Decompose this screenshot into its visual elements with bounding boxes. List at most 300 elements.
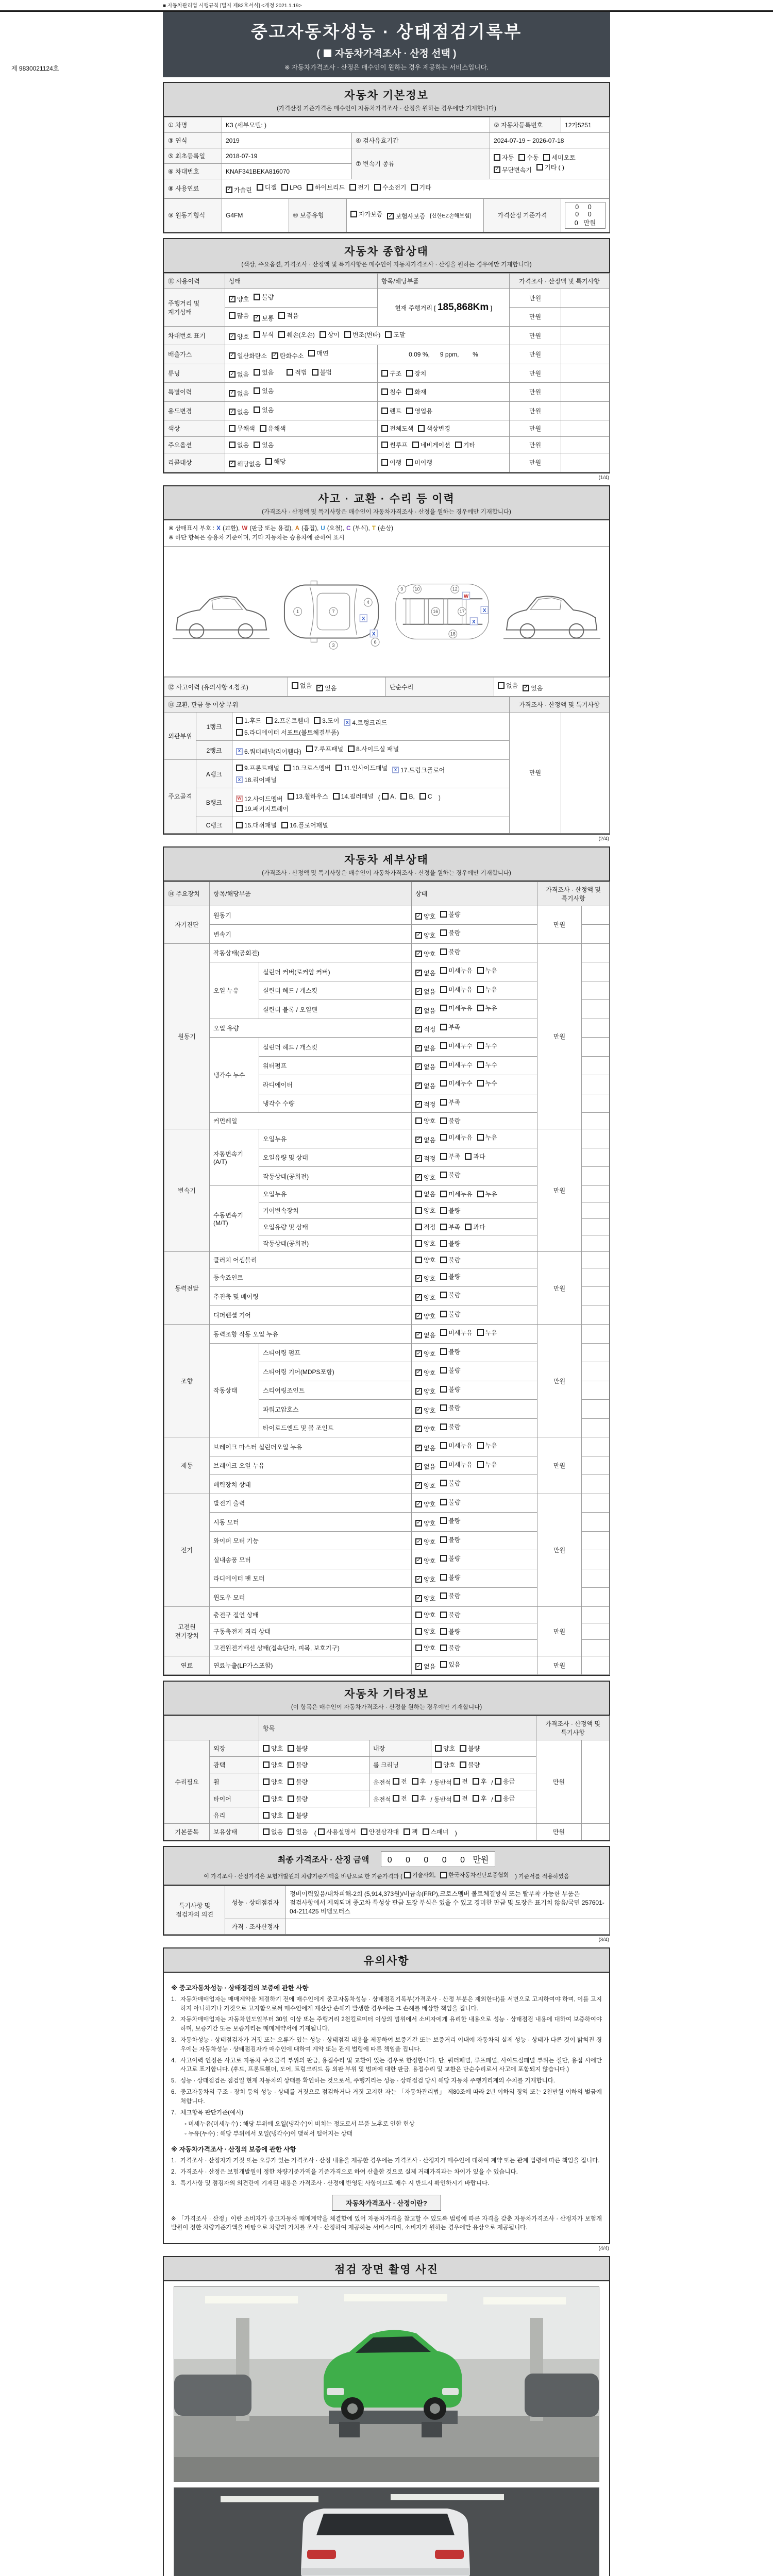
cell (561, 364, 610, 383)
checkbox-있음[interactable]: 있음 (288, 1827, 308, 1836)
checkbox-양호[interactable]: 양호 (415, 1206, 435, 1215)
checkbox-불량[interactable]: 불량 (440, 1535, 460, 1544)
checkbox-불량[interactable]: 불량 (440, 1385, 460, 1394)
checkbox-양호[interactable]: ✓ 양호 (415, 1349, 435, 1358)
table-row (164, 383, 610, 402)
checkbox-기타 ( )[interactable]: 기타 ( ) (536, 163, 564, 172)
checkbox-도말[interactable]: 도말 (385, 330, 405, 339)
checkbox-box (477, 1134, 484, 1141)
checkbox-없음[interactable]: ✓ 없음 (415, 1081, 435, 1090)
checkbox-12.사이드멤버[interactable]: w 12.사이드멤버 (236, 794, 283, 803)
checkbox-미세누유[interactable]: 미세누유 (440, 966, 472, 975)
checkbox-미세누유[interactable]: 미세누유 (440, 1441, 472, 1450)
checkbox-없음[interactable]: 없음 (498, 681, 518, 690)
checkbox-없음[interactable]: ✓ 없음 (229, 370, 249, 379)
cell: 오일누유 (259, 1129, 412, 1148)
checkbox-보험사보증[interactable]: ✓ 보험사보증 (387, 212, 425, 221)
checkbox-불량[interactable]: 불량 (288, 1777, 308, 1786)
checkbox-box: ✓ (415, 1174, 422, 1181)
checkbox-box (229, 425, 236, 432)
checkbox-box: ✓ (229, 461, 236, 467)
checkbox-양호[interactable]: 양호 (415, 1611, 435, 1619)
checkbox-양호[interactable]: 양호 (435, 1760, 455, 1769)
cell (225, 308, 378, 327)
checkbox-box (440, 1117, 447, 1124)
checkbox-10.크로스멤버[interactable]: 10.크로스멤버 (284, 764, 331, 772)
checkbox-누유[interactable]: 누유 (477, 1004, 497, 1012)
checkbox-양호[interactable]: 양호 (263, 1744, 283, 1753)
checkbox-자동[interactable]: 자동 (494, 153, 514, 162)
checkbox-훼손(오손)[interactable]: 훼손(오손) (278, 330, 314, 339)
checkbox-불량[interactable]: 불량 (440, 1554, 460, 1563)
checkbox-하이브리드[interactable]: 하이브리드 (307, 183, 345, 192)
checkbox-box (440, 1645, 447, 1651)
checkbox-누유[interactable]: 누유 (477, 985, 497, 994)
table-row (164, 943, 610, 962)
checkbox-미세누유[interactable]: 미세누유 (440, 1133, 472, 1142)
checkbox-13.휠하우스[interactable]: 13.휠하우스 (288, 792, 328, 801)
checkbox-적법[interactable]: 적법 (287, 368, 307, 377)
checkbox-양호[interactable]: ✓ 양호 (415, 1537, 435, 1546)
checkbox-양호[interactable]: ✓ 양호 (415, 950, 435, 958)
cell: 만원 (536, 1740, 582, 1824)
detail-title: 자동차 세부상태 (344, 854, 429, 866)
checkbox-양호[interactable]: 양호 (263, 1777, 283, 1786)
checkbox-안전삼각대[interactable]: 안전삼각대 (361, 1827, 399, 1836)
cell: 상태 (225, 273, 378, 289)
checkbox-양호[interactable]: ✓ 양호 (415, 1368, 435, 1377)
checkbox-A,[interactable]: A, (382, 793, 396, 800)
checkbox-box: ✓ (229, 352, 236, 359)
checkbox-상이[interactable]: 상이 (320, 330, 340, 339)
checkbox-많음[interactable]: 많음 (229, 311, 249, 320)
checkbox-매연[interactable]: 매연 (308, 349, 328, 358)
checkbox-box (477, 1461, 484, 1468)
checkbox-적정[interactable]: ✓ 적정 (415, 1025, 435, 1033)
checkbox-box (440, 1061, 447, 1068)
checkbox-적음[interactable]: 적음 (278, 311, 298, 320)
checkbox-변조(변타)[interactable]: 변조(변타) (344, 330, 380, 339)
checkbox-적정[interactable]: 적정 (415, 1223, 435, 1231)
checkbox-있음[interactable]: ✓ 있음 (316, 684, 337, 692)
checkbox-응급[interactable]: 응급 (495, 1777, 515, 1786)
checkbox-양호[interactable]: ✓ 양호 (415, 1481, 435, 1490)
checkbox-과다[interactable]: 과다 (465, 1152, 485, 1161)
checkbox-누유[interactable]: 누유 (477, 966, 497, 975)
checkbox-불량[interactable]: 불량 (440, 1627, 460, 1636)
checkbox-후[interactable]: 후 (473, 1794, 487, 1803)
cell: 발전기 출력 (210, 1494, 412, 1513)
cell (561, 383, 610, 402)
checkbox-17.트렁크플로어[interactable]: x 17.트렁크플로어 (392, 766, 445, 774)
checkbox-미세누수[interactable]: 미세누수 (440, 1060, 472, 1069)
checkbox-없음[interactable]: ✓ 없음 (415, 1662, 435, 1671)
checkbox-양호[interactable]: 양호 (263, 1760, 283, 1769)
checkbox-11.인사이드패널[interactable]: 11.인사이드패널 (335, 764, 388, 772)
cell (412, 1437, 537, 1456)
table-row (164, 198, 610, 232)
checkbox-불량[interactable]: 불량 (440, 1479, 460, 1487)
checkbox-부족[interactable]: 부족 (440, 1098, 460, 1107)
checkbox-디젤[interactable]: 디젤 (257, 183, 277, 192)
cell (259, 1790, 369, 1807)
checkbox-불량[interactable]: 불량 (440, 1291, 460, 1299)
checkbox-수동[interactable]: 수동 (518, 153, 539, 162)
checkbox-box (349, 184, 356, 191)
checkbox-과다[interactable]: 과다 (465, 1223, 485, 1231)
checkbox-미세누유[interactable]: 미세누유 (440, 1190, 472, 1198)
checkbox-미이행[interactable]: 미이행 (406, 458, 432, 467)
cell (582, 943, 610, 962)
checkbox-색상변경[interactable]: 색상변경 (418, 424, 450, 433)
checkbox-양호[interactable]: ✓ 양호 (415, 1312, 435, 1320)
cell: 오일유량 및 상태 (259, 1148, 412, 1167)
checkbox-없음[interactable]: 없음 (415, 1190, 435, 1198)
checkbox-불량[interactable]: 불량 (440, 947, 460, 956)
cell: 만원 (510, 453, 561, 472)
checkbox-미세누유[interactable]: 미세누유 (440, 1004, 472, 1012)
checkbox-없음[interactable]: ✓ 없음 (415, 987, 435, 996)
checkbox-부식[interactable]: 부식 (254, 330, 274, 339)
section-accident-history (163, 485, 610, 835)
checkbox-후[interactable]: 후 (412, 1777, 426, 1786)
checkbox-양호[interactable]: 양호 (415, 1256, 435, 1264)
checkbox-불량[interactable]: 불량 (440, 1272, 460, 1281)
checkbox-box (440, 929, 447, 936)
checkbox-양호[interactable]: ✓ 양호 (415, 912, 435, 921)
checkbox-불량[interactable]: 불량 (288, 1811, 308, 1820)
checkbox-없음[interactable]: ✓ 없음 (229, 389, 249, 398)
accident-title: 사고 · 교환 · 수리 등 이력 (318, 493, 455, 505)
checkbox-양호[interactable]: ✓ 양호 (415, 1387, 435, 1396)
checkbox-한국자동차진단보증협회[interactable]: 한국자동차진단보증협회 (440, 1871, 509, 1879)
checkbox-수소전기[interactable]: 수소전기 (374, 183, 406, 192)
checkbox-있음[interactable]: 있음 (254, 440, 274, 449)
cell: 색상 (164, 420, 225, 437)
checkbox-6.쿼터패널(리어휀다)[interactable]: x 6.쿼터패널(리어휀다) (236, 747, 301, 756)
checkbox-전체도색[interactable]: 전체도색 (381, 424, 413, 433)
checkbox-B,[interactable]: B, (400, 793, 414, 800)
checkbox-양호[interactable]: ✓ 양호 (415, 1173, 435, 1182)
notice-item: 5. 성능 · 상태점검은 점검일 현재 자동차의 상태를 확인하는 것으로서, 주행거리는 성능 · 상태점검 당시 해당 자동차 주행거리계의 수치를 기재합니다. (171, 2078, 555, 2084)
cell (561, 308, 610, 327)
checkbox-적정[interactable]: ✓ 적정 (415, 1154, 435, 1163)
checkbox-전[interactable]: 전 (393, 1794, 407, 1803)
checkbox-양호[interactable]: 양호 (263, 1794, 283, 1803)
checkbox-없음[interactable]: ✓ 없음 (415, 1136, 435, 1144)
checkbox-box (477, 1080, 484, 1087)
checkbox-불량[interactable]: 불량 (460, 1760, 480, 1769)
checkbox-구조[interactable]: 구조 (381, 369, 401, 378)
checkbox-불량[interactable]: 불량 (440, 1256, 460, 1264)
checkbox-불량[interactable]: 불량 (288, 1794, 308, 1803)
cell: 스티어링 펌프 (259, 1343, 412, 1362)
checkbox-양호[interactable]: ✓ 양호 (415, 1425, 435, 1433)
checkbox-box: ✓ (415, 1538, 422, 1545)
checkbox-부족[interactable]: 부족 (440, 1223, 460, 1231)
checkbox-box (477, 1191, 484, 1197)
checkbox-box (381, 425, 388, 432)
table-row (164, 1886, 610, 1919)
checkbox-응급[interactable]: 응급 (495, 1794, 515, 1803)
cell: 만원 (537, 1606, 582, 1656)
checkbox-LPG[interactable]: LPG (281, 184, 302, 191)
checkbox-있음[interactable]: 있음 (254, 368, 274, 377)
checkbox-불량[interactable]: 불량 (440, 1573, 460, 1582)
checkbox-부족[interactable]: 부족 (440, 1023, 460, 1031)
checkbox-불량[interactable]: 불량 (440, 1366, 460, 1375)
checkbox-불량[interactable]: 불량 (440, 1310, 460, 1318)
checkbox-적정[interactable]: ✓ 적정 (415, 1100, 435, 1109)
checkbox-불량[interactable]: 불량 (440, 1498, 460, 1506)
checkbox-기타[interactable]: 기타 (455, 440, 475, 449)
checkbox-18.리어패널[interactable]: x 18.리어패널 (236, 775, 277, 784)
checkbox-box (498, 682, 505, 689)
checkbox-렌트[interactable]: 렌트 (381, 406, 401, 415)
checkbox-4.트렁크리드[interactable]: x 4.트렁크리드 (344, 718, 387, 727)
checkbox-보통[interactable]: ✓ 보통 (254, 314, 274, 323)
checkbox-전[interactable]: 전 (453, 1777, 468, 1786)
checkbox-불량[interactable]: 불량 (440, 1171, 460, 1179)
checkbox-세미오토[interactable]: 세미오토 (543, 153, 575, 162)
checkbox-없음[interactable]: ✓ 없음 (415, 1444, 435, 1452)
checkbox-9.프론트패널[interactable]: 9.프론트패널 (236, 764, 279, 772)
checkbox-box (254, 442, 260, 448)
checkbox-무채색[interactable]: 무채색 (229, 424, 255, 433)
checkbox-불량[interactable]: 불량 (288, 1744, 308, 1753)
checkbox-양호[interactable]: 양호 (263, 1811, 283, 1820)
cell: 2019 (222, 133, 352, 148)
checkbox-box (287, 369, 293, 376)
checkbox-양호[interactable]: 양호 (415, 1643, 435, 1652)
checkbox-양호[interactable]: ✓ 양호 (229, 332, 249, 341)
checkbox-불량[interactable]: 불량 (440, 1239, 460, 1248)
checkbox-box (288, 1828, 294, 1835)
checkbox-미세누유[interactable]: 미세누유 (440, 985, 472, 994)
checkbox-없음[interactable]: ✓ 없음 (415, 1331, 435, 1340)
cell: 등속죠인트 (210, 1268, 412, 1287)
cell: ⑧ 사용연료 (164, 179, 222, 198)
cell (225, 364, 378, 383)
checkbox-해당없음[interactable]: ✓ 해당없음 (229, 460, 261, 468)
cell (412, 1038, 537, 1057)
checkbox-양호[interactable]: ✓ 양호 (415, 1500, 435, 1509)
checkbox-해당[interactable]: 해당 (265, 457, 285, 466)
checkbox-잭[interactable]: 잭 (404, 1827, 418, 1836)
checkbox-C[interactable]: C (419, 793, 432, 800)
checkbox-누유[interactable]: 누유 (477, 1441, 497, 1450)
checkbox-전[interactable]: 전 (393, 1777, 407, 1786)
cell (582, 1437, 610, 1456)
checkbox-box (350, 211, 357, 217)
checkbox-양호[interactable]: ✓ 양호 (415, 1274, 435, 1283)
checkbox-양호[interactable]: ✓ 양호 (415, 1575, 435, 1584)
checkbox-기술사회[interactable]: 기술사회, (404, 1871, 436, 1879)
checkbox-불량[interactable]: 불량 (440, 1116, 460, 1125)
checkbox-썬루프[interactable]: 썬루프 (381, 440, 408, 449)
cell (259, 1773, 369, 1790)
checkbox-불량[interactable]: 불량 (254, 293, 274, 301)
checkbox-7.루프패널[interactable]: 7.루프패널 (306, 744, 343, 753)
checkbox-양호[interactable]: ✓ 양호 (415, 1556, 435, 1565)
checkbox-box (257, 184, 263, 191)
checkbox-1.후드[interactable]: 1.후드 (236, 716, 261, 725)
checkbox-양호[interactable]: ✓ 양호 (415, 1594, 435, 1603)
checkbox-box (381, 442, 388, 448)
cell: 만원 (537, 1251, 582, 1325)
checkbox-사용설명서[interactable]: 사용설명서 (318, 1827, 356, 1836)
checkbox-box (263, 1812, 270, 1819)
checkbox-없음[interactable]: ✓ 없음 (415, 1044, 435, 1053)
checkbox-불량[interactable]: 불량 (440, 928, 460, 937)
checkbox-양호[interactable]: ✓ 양호 (415, 1519, 435, 1528)
checkbox-불량[interactable]: 불량 (440, 1591, 460, 1600)
checkbox-누수[interactable]: 누수 (477, 1060, 497, 1069)
checkbox-불량[interactable]: 불량 (440, 1422, 460, 1431)
price-survey-select-checkbox[interactable] (324, 49, 331, 57)
checkbox-15.대쉬패널[interactable]: 15.대쉬패널 (236, 821, 277, 829)
cell (582, 1550, 610, 1569)
cell: 리콜대상 (164, 453, 225, 472)
checkbox-없음[interactable]: ✓ 없음 (415, 969, 435, 977)
checkbox-장치[interactable]: 장치 (406, 369, 426, 378)
checkbox-box (477, 1005, 484, 1011)
checkbox-box (440, 1080, 447, 1087)
checkbox-불량[interactable]: 불량 (440, 1206, 460, 1215)
checkbox-있음[interactable]: ✓ 있음 (523, 684, 543, 692)
cell (412, 1400, 537, 1419)
checkbox-양호[interactable]: ✓ 양호 (415, 931, 435, 940)
checkbox-없음[interactable]: 없음 (263, 1827, 283, 1836)
checkbox-미세누유[interactable]: 미세누유 (440, 1328, 472, 1337)
checkbox-box (423, 1828, 429, 1835)
checkbox-전[interactable]: 전 (453, 1794, 468, 1803)
checkbox-box: ✓ (415, 1007, 422, 1014)
checkbox-양호[interactable]: ✓ 양호 (229, 295, 249, 303)
checkbox-3.도어[interactable]: 3.도어 (314, 716, 339, 725)
cell (582, 1287, 610, 1306)
checkbox-후[interactable]: 후 (412, 1794, 426, 1803)
checkbox-box (440, 1461, 447, 1468)
cell: 외판부위 (164, 712, 196, 759)
checkbox-양호[interactable]: 양호 (435, 1744, 455, 1753)
checkbox-가솔린[interactable]: ✓ 가솔린 (226, 185, 252, 194)
checkbox-부족[interactable]: 부족 (440, 1152, 460, 1161)
checkbox-불량[interactable]: 불량 (440, 1403, 460, 1412)
checkbox-미세누수[interactable]: 미세누수 (440, 1041, 472, 1050)
checkbox-불량[interactable]: 불량 (460, 1744, 480, 1753)
checkbox-일산화탄소[interactable]: ✓ 일산화탄소 (229, 351, 267, 360)
checkbox-양호[interactable]: 양호 (415, 1116, 435, 1125)
checkbox-전기[interactable]: 전기 (349, 183, 369, 192)
checkbox-box (314, 717, 321, 724)
checkbox-있음[interactable]: 있음 (254, 386, 274, 395)
checkbox-양호[interactable]: 양호 (415, 1627, 435, 1636)
checkbox-없음[interactable]: 없음 (292, 681, 312, 690)
cell: B랭크 (196, 788, 232, 817)
checkbox-box (477, 1042, 484, 1049)
checkbox-불량[interactable]: 불량 (440, 1516, 460, 1525)
cell (378, 364, 510, 383)
table-row (164, 677, 610, 697)
checkbox-2.프론트휀더[interactable]: 2.프론트휀더 (266, 716, 309, 725)
checkbox-누수[interactable]: 누수 (477, 1041, 497, 1050)
checkbox-탄화수소[interactable]: ✓ 탄화수소 (272, 351, 304, 360)
checkbox-14.필러패널[interactable]: 14.필러패널 (333, 792, 374, 801)
cell: 현재 주행거리 [ 185,868Km ] (378, 289, 510, 326)
checkbox-불량[interactable]: 불량 (440, 1643, 460, 1652)
checkbox-불량[interactable]: 불량 (288, 1760, 308, 1769)
checkbox-불량[interactable]: 불량 (440, 1611, 460, 1619)
checkbox-기타[interactable]: 기타 (411, 183, 431, 192)
checkbox-box (406, 408, 413, 414)
checkbox-box (440, 1499, 447, 1505)
cell (582, 1475, 610, 1494)
document-subtitle: ( 자동차가격조사 · 산정 선택 ) (316, 48, 457, 59)
checkbox-불법[interactable]: 불법 (312, 368, 332, 377)
checkbox-8.사이드실 패널[interactable]: 8.사이드실 패널 (348, 744, 399, 753)
checkbox-box (412, 1778, 418, 1785)
checkbox-불량[interactable]: 불량 (440, 910, 460, 919)
checkbox-양호[interactable]: 양호 (415, 1239, 435, 1248)
checkbox-5.라디에이터 서포트(볼트체결부품)[interactable]: 5.라디에이터 서포트(볼트체결부품) (236, 728, 339, 737)
checkbox-후[interactable]: 후 (473, 1777, 487, 1786)
checkbox-침수[interactable]: 침수 (381, 387, 401, 396)
notice-heading: ※ 자동차가격조사 · 산정의 보증에 관한 사항 (171, 2146, 296, 2154)
checkbox-box (284, 765, 291, 771)
checkbox-미세누유[interactable]: 미세누유 (440, 1460, 472, 1469)
checkbox-양호[interactable]: ✓ 양호 (415, 1406, 435, 1415)
checkbox-19.패키지트레이[interactable]: 19.패키지트레이 (236, 804, 289, 813)
checkbox-없음[interactable]: ✓ 없음 (229, 408, 249, 416)
checkbox-무단변속기[interactable]: ✓ 무단변속기 (494, 165, 532, 174)
checkbox-네비게이션[interactable]: 네비게이션 (412, 440, 450, 449)
cell (225, 401, 378, 420)
checkbox-16.플로어패널[interactable]: 16.플로어패널 (281, 821, 328, 829)
checkbox-있음[interactable]: 있음 (440, 1660, 460, 1669)
checkbox-없음[interactable]: 없음 (229, 440, 249, 449)
checkbox-없음[interactable]: ✓ 없음 (415, 1462, 435, 1471)
checkbox-양호[interactable]: ✓ 양호 (415, 1293, 435, 1302)
svg-text:9: 9 (400, 586, 404, 592)
checkbox-있음[interactable]: 있음 (254, 405, 274, 414)
table-row (164, 117, 610, 133)
checkbox-미세누수[interactable]: 미세누수 (440, 1079, 472, 1088)
checkbox-누유[interactable]: 누유 (477, 1190, 497, 1198)
checkbox-box (440, 1480, 447, 1486)
checkbox-없음[interactable]: ✓ 없음 (415, 1006, 435, 1015)
cell (582, 925, 610, 944)
checkbox-스패너[interactable]: 스패너 (423, 1827, 449, 1836)
cell: ⑨ 원동기형식 (164, 198, 222, 232)
checkbox-box (477, 986, 484, 993)
checkbox-자가보증[interactable]: 자가보증 (350, 210, 382, 218)
checkbox-유채색[interactable]: 유채색 (260, 424, 286, 433)
checkbox-누유[interactable]: 누유 (477, 1133, 497, 1142)
checkbox-box: ✓ (229, 333, 236, 340)
cell (582, 1094, 610, 1113)
checkbox-누유[interactable]: 누유 (477, 1328, 497, 1337)
checkbox-영업용[interactable]: 영업용 (406, 406, 432, 415)
checkbox-누유[interactable]: 누유 (477, 1460, 497, 1469)
checkbox-화재[interactable]: 화재 (406, 387, 426, 396)
checkbox-불량[interactable]: 불량 (440, 1347, 460, 1356)
cell: 실린더 블록 / 오일팬 (259, 1000, 412, 1019)
checkbox-누수[interactable]: 누수 (477, 1079, 497, 1088)
checkbox-이행[interactable]: 이행 (381, 458, 401, 467)
checkbox-없음[interactable]: ✓ 없음 (415, 1062, 435, 1071)
checkbox-box (440, 1329, 447, 1336)
